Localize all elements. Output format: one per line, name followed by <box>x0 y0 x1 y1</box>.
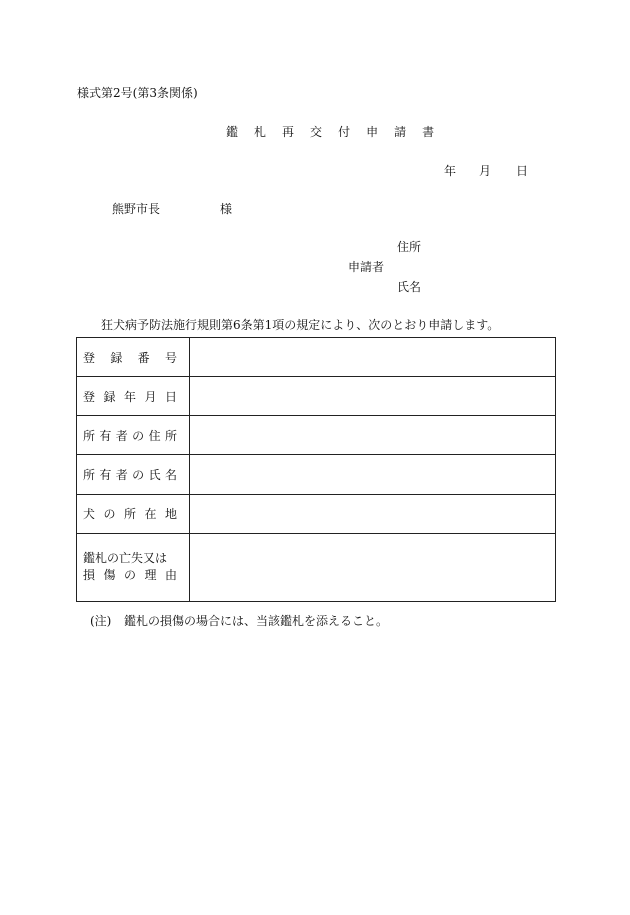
title-char: 申 <box>366 125 379 139</box>
label-char: 所 <box>123 507 136 522</box>
document-title <box>226 123 450 140</box>
form-number: 様式第2号(第3条関係) <box>77 86 198 100</box>
title-char: 交 <box>310 125 323 139</box>
label-char: 傷 <box>103 568 116 583</box>
label-char: の <box>132 428 145 443</box>
loss-reason-field[interactable] <box>190 533 556 601</box>
label-char: 所 <box>83 428 96 443</box>
label-char: 理 <box>144 568 157 583</box>
note-text: 鑑札の損傷の場合には、当該鑑札を添えること。 <box>124 614 389 628</box>
owner-name-field[interactable] <box>190 455 556 494</box>
label-char: の <box>123 568 136 583</box>
row-label-registration-number <box>77 338 190 377</box>
table-row <box>77 377 556 416</box>
loss-reason-label-line2 <box>83 567 177 584</box>
label-char: 在 <box>144 507 157 522</box>
label-char: 地 <box>164 507 177 522</box>
label-char: 月 <box>144 389 157 404</box>
label-char: 年 <box>123 389 136 404</box>
title-char: 請 <box>394 125 407 139</box>
label-char: 由 <box>164 568 177 583</box>
label-char: の <box>132 467 145 482</box>
dog-location-field[interactable] <box>190 494 556 533</box>
label-char: 者 <box>115 467 128 482</box>
title-char: 鑑 <box>226 125 239 139</box>
registration-number-field[interactable] <box>190 338 556 377</box>
date-day-label: 日 <box>516 164 529 178</box>
label-char: 録 <box>110 350 123 365</box>
title-char: 札 <box>254 125 267 139</box>
table-row <box>77 533 556 601</box>
honorific: 様 <box>220 202 233 216</box>
applicant-name-label: 氏名 <box>397 280 422 294</box>
row-label-owner-address <box>77 416 190 455</box>
label-char: 犬 <box>83 507 96 522</box>
label-char: 住 <box>148 428 161 443</box>
label-char: 登 <box>83 350 96 365</box>
application-statement: 狂犬病予防法施行規則第6条第1項の規定により、次のとおり申請します。 <box>101 318 500 332</box>
loss-reason-label-line1: 鑑札の亡失又は <box>83 551 168 566</box>
label-char: 番 <box>137 350 150 365</box>
label-char: 所 <box>164 428 177 443</box>
registration-date-field[interactable] <box>190 377 556 416</box>
label-char: 者 <box>115 428 128 443</box>
label-char: 日 <box>164 389 177 404</box>
label-char: の <box>103 507 116 522</box>
row-label-dog-location <box>77 494 190 533</box>
owner-address-field[interactable] <box>190 416 556 455</box>
table-row <box>77 416 556 455</box>
title-char: 書 <box>422 125 435 139</box>
label-char: 登 <box>83 389 96 404</box>
table-row <box>77 455 556 494</box>
label-char: 所 <box>83 467 96 482</box>
table-row <box>77 494 556 533</box>
applicant-address-label: 住所 <box>397 240 422 254</box>
label-char: 有 <box>99 467 112 482</box>
row-label-loss-reason <box>77 533 190 601</box>
note-label: (注) <box>90 614 112 628</box>
date-year-label: 年 <box>444 164 457 178</box>
label-char: 損 <box>83 568 96 583</box>
label-char: 名 <box>164 467 177 482</box>
application-form-table <box>76 337 556 602</box>
label-char: 号 <box>164 350 177 365</box>
row-label-owner-name <box>77 455 190 494</box>
table-row <box>77 338 556 377</box>
title-char: 付 <box>338 125 351 139</box>
title-char: 再 <box>282 125 295 139</box>
applicant-label: 申請者 <box>348 260 385 274</box>
date-month-label: 月 <box>479 164 492 178</box>
label-char: 有 <box>99 428 112 443</box>
addressee: 熊野市長 <box>112 202 161 216</box>
label-char: 氏 <box>148 467 161 482</box>
label-char: 録 <box>103 389 116 404</box>
row-label-registration-date <box>77 377 190 416</box>
